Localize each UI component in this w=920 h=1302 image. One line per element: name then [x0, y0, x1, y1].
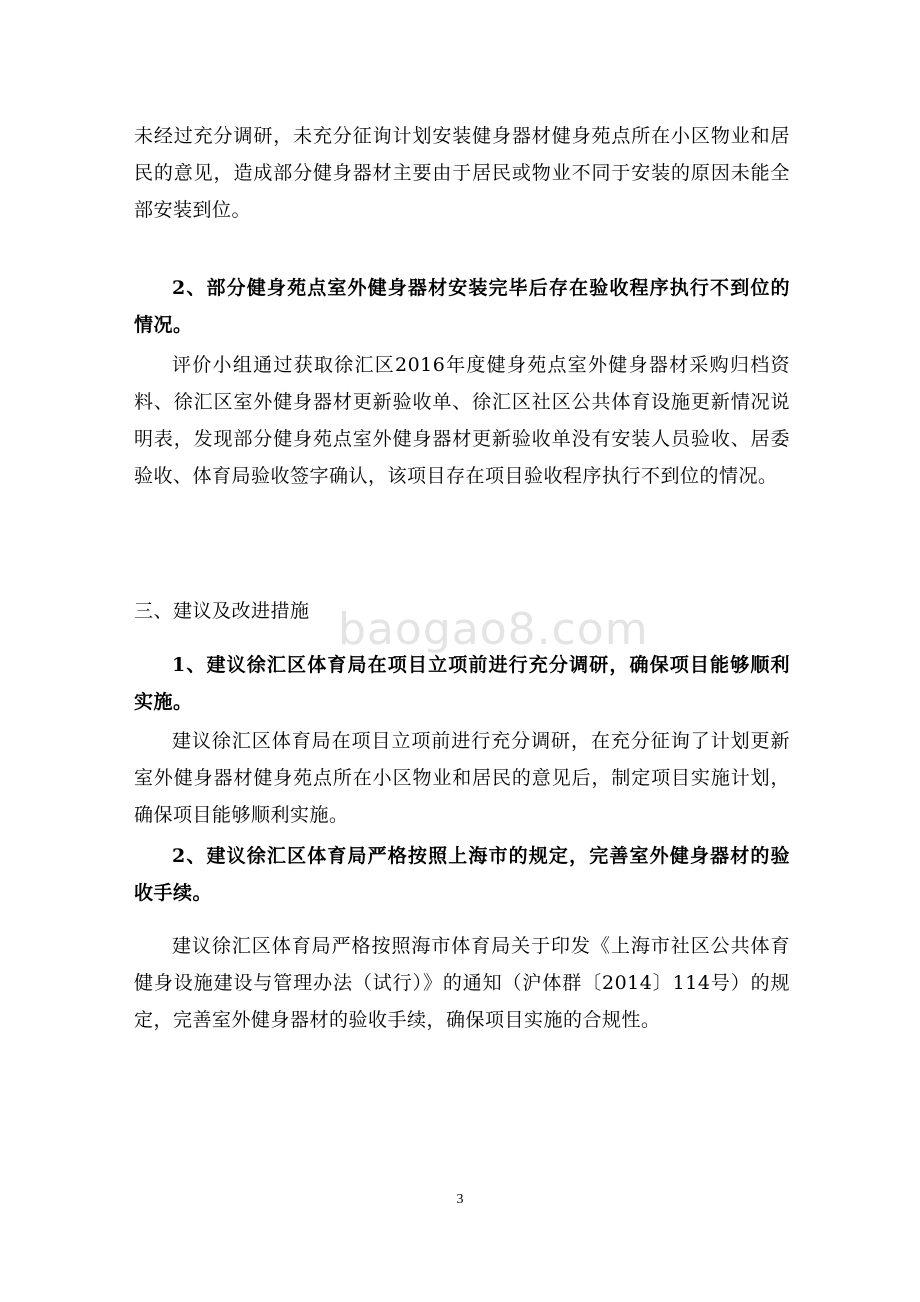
paragraph-acceptance-evidence: 评价小组通过获取徐汇区2016年度健身苑点室外健身器材采购归档资料、徐汇区室外健身器材更新验收单、徐汇区社区公共体育设施更新情况说明表，发现部分健身苑点室外健身器材更新验收单没有安装人员验收、居委验收、体育局验收签字确认，该项目存在项目验收程序执行不到位的情况。 [134, 354, 790, 487]
section-heading-recommendations: 三、建议及改进措施 [134, 600, 310, 622]
heading-recommendation-1: 1、建议徐汇区体育局在项目立项前进行充分调研，确保项目能够顺利实施。 [134, 654, 790, 713]
watermark: baogao8.com [338, 604, 649, 655]
page-number: 3 [456, 1192, 464, 1207]
paragraph-recommendation-2: 建议徐汇区体育局严格按照海市体育局关于印发《上海市社区公共体育健身设施建设与管理办法（试行）》的通知（沪体群〔2014〕114号）的规定，完善室外健身器材的验收手续，确保项目实施的合规性。 [134, 935, 790, 1031]
heading-recommendation-2: 2、建议徐汇区体育局严格按照上海市的规定，完善室外健身器材的验收手续。 [134, 845, 790, 904]
heading-acceptance-issue: 2、部分健身苑点室外健身器材安装完毕后存在验收程序执行不到位的情况。 [134, 277, 790, 336]
paragraph-continuation: 未经过充分调研，未充分征询计划安装健身器材健身苑点所在小区物业和居民的意见，造成部分健身器材主要由于居民或物业不同于安装的原因未能全部安装到位。 [134, 125, 790, 221]
paragraph-recommendation-1: 建议徐汇区体育局在项目立项前进行充分调研，在充分征询了计划更新室外健身器材健身苑点所在小区物业和居民的意见后，制定项目实施计划，确保项目能够顺利实施。 [134, 730, 790, 826]
